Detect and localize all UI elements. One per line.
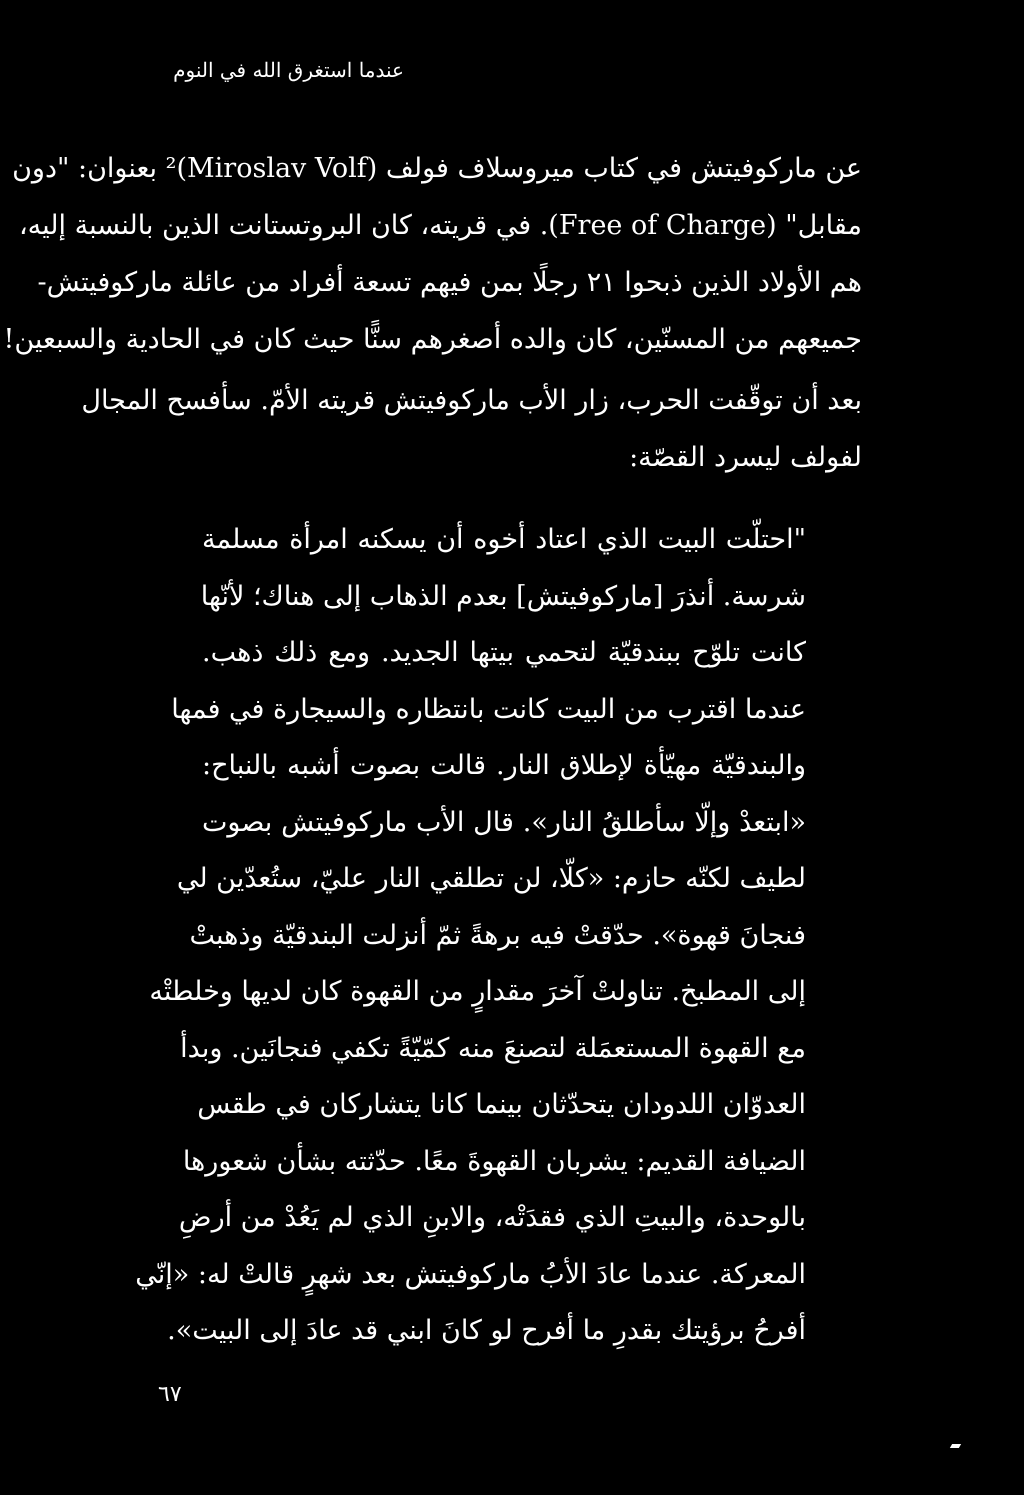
quote-line: أفرحُ برؤيتك بقدرِ ما أفرح لو كانَ ابني قد عادَ إلى البيت». [167,1315,806,1346]
quote-line: كانت تلوّح ببندقيّة لتحمي بيتها الجديد. ومع ذلك ذهب. [202,637,806,668]
quote-line: مع القهوة المستعمَلة لتصنعَ منه كمّيّةً تكفي فنجانَين. وبدأ [180,1032,806,1064]
quote-line: فنجانَ قهوة». حدّقتْ فيه برهةً ثمّ أنزلت البندقيّة وذهبتْ [189,919,806,951]
scan-mark [950,1444,961,1448]
quote-line: بالوحدة، والبيتِ الذي فقدَتْه، والابنِ الذي لم يَعُدْ من أرضِ [178,1202,806,1233]
quote-line: "احتلّت البيت الذي اعتاد أخوه أن يسكنه امرأة مسلمة [202,524,806,555]
block-quote [135,512,806,1360]
quote-line: إلى المطبخ. تناولتْ آخرَ مقدارٍ من القهوة كان لديها وخلطتْه [149,976,806,1007]
text-line: جميعهم من المسنّين، كان والده أصغرهم سنًّا حيث كان في الحادية والسبعين! [3,324,862,355]
quote-line: المعركة. عندما عادَ الأبُ ماركوفيتش بعد شهرٍ قالتْ له: «إنّي [135,1258,806,1290]
text-line: مقابل" (Free of Charge). في قريته، كان البروتستانت الذين بالنسبة إليه، [18,210,862,241]
page-number: ٦٧ [158,1382,182,1407]
after-war-paragraph [81,372,862,486]
quote-line: والبندقيّة مهيّأة لإطلاق النار. قالت بصوت أشبه بالنباح: [202,750,806,781]
quote-line: العدوّان اللدودان يتحدّثان بينما كانا يتشاركان في طقس [197,1089,806,1120]
quote-line: لطيف لكنّه حازم: «كلّا، لن تطلقي النار عليّ، ستُعدّين لي [176,863,806,894]
intro-paragraph [3,140,862,368]
quote-line: شرسة. أنذرَ [ماركوفيتش] بعدم الذهاب إلى هناك؛ لأنّها [200,580,806,612]
quote-line: «ابتعدْ وإلّا سأطلقُ النار». قال الأب ماركوفيتش بصوت [202,806,806,838]
quote-line: عندما اقترب من البيت كانت بانتظاره والسيجارة في فمها [171,693,806,725]
quote-line: الضيافة القديم: يشربان القهوةَ معًا. حدّثته بشأن شعورها [182,1145,806,1177]
text-line: عن ماركوفيتش في كتاب ميروسلاف فولف (Miroslav Volf)² بعنوان: "دون [12,153,862,184]
text-line: هم الأولاد الذين ذبحوا ٢١ رجلًا بمن فيهم تسعة أفراد من عائلة ماركوفيتش- [37,267,862,298]
running-header: عندما استغرق الله في النوم [173,58,404,82]
text-line: لفولف ليسرد القصّة: [629,442,862,473]
text-line: بعد أن توقّفت الحرب، زار الأب ماركوفيتش قريته الأمّ. سأفسح المجال [81,385,862,416]
